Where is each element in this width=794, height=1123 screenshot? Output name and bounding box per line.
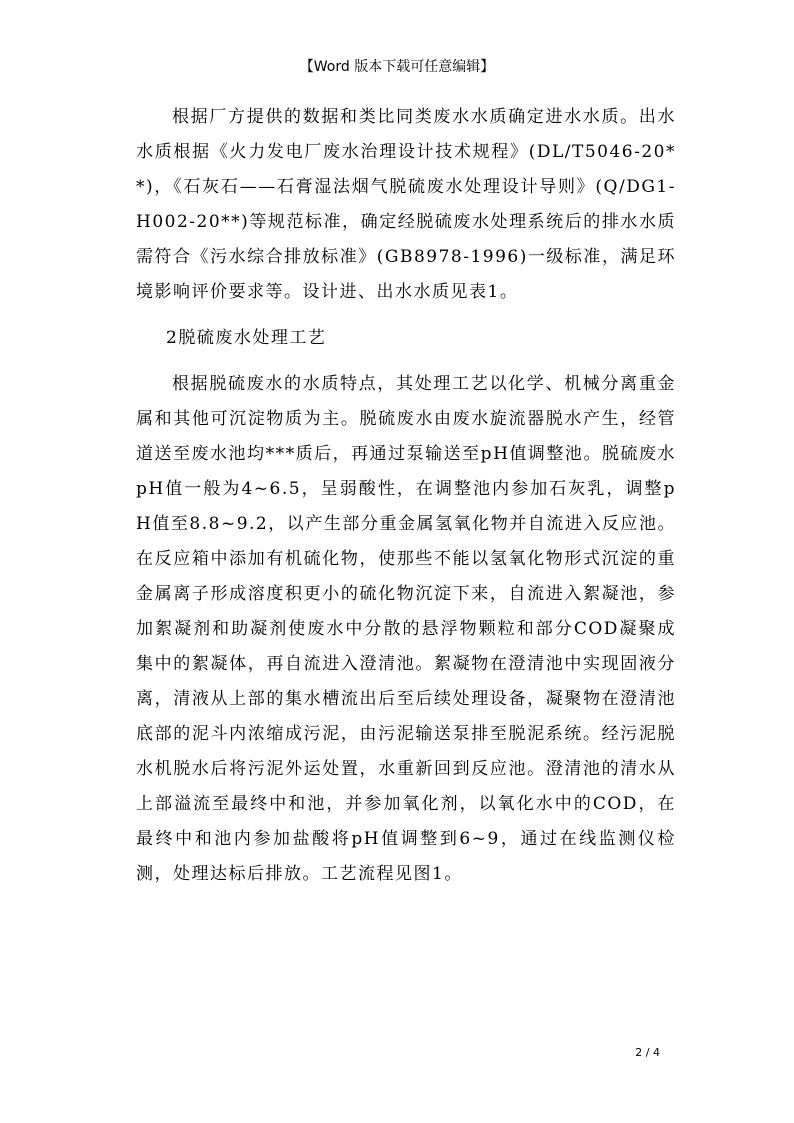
paragraph-water-quality: 根据厂方提供的数据和类比同类废水水质确定进水水质。出水水质根据《火力发电厂废水治理设计技术规程》(DL/T5046-20**)，《石灰石——石膏湿法烟气脱硫废水处理设计导则》(Q/DG1-H002-20**)等规范标准，确定经脱硫废水处理系统后的排水水质需符合《污水综合排放标准》(GB8978-1996)一级标准，满足环境影响评价要求等。设计进、出水水质见表1。 bbox=[136, 107, 676, 302]
page-number: 2 / 4 bbox=[635, 1046, 660, 1059]
page-header: 【Word 版本下载可任意编辑】 bbox=[299, 59, 495, 75]
document-body bbox=[136, 100, 676, 892]
paragraph-process: 根据脱硫废水的水质特点，其处理工艺以化学、机械分离重金属和其他可沉淀物质为主。脱硫废水由废水旋流器脱水产生，经管道送至废水池均***质后，再通过泵输送至pH值调整池。脱硫废水pH值一般为4~6.5，呈弱酸性，在调整池内参加石灰乳，调整pH值至8.8~9.2，以产生部分重金属氢氧化物并自流进入反应池。在反应箱中添加有机硫化物，使那些不能以氢氧化物形式沉淀的重金属离子形成溶度积更小的硫化物沉淀下来，自流进入絮凝池，参加絮凝剂和助凝剂使废水中分散的悬浮物颗粒和部分COD凝聚成集中的絮凝体，再自流进入澄清池。絮凝物在澄清池中实现固液分离，清液从上部的集水槽流出后至后续处理设备，凝聚物在澄清池底部的泥斗内浓缩成污泥，由污泥输送泵排至脱泥系统。经污泥脱水机脱水后将污泥外运处置，水重新回到反应池。澄清池的清水从上部溢流至最终中和池，并参加氧化剂，以氧化水中的COD，在最终中和池内参加盐酸将pH值调整到6~9，通过在线监测仪检测，处理达标后排放。工艺流程见图1。 bbox=[136, 374, 676, 884]
section-heading: 2脱硫废水处理工艺 bbox=[166, 328, 327, 348]
